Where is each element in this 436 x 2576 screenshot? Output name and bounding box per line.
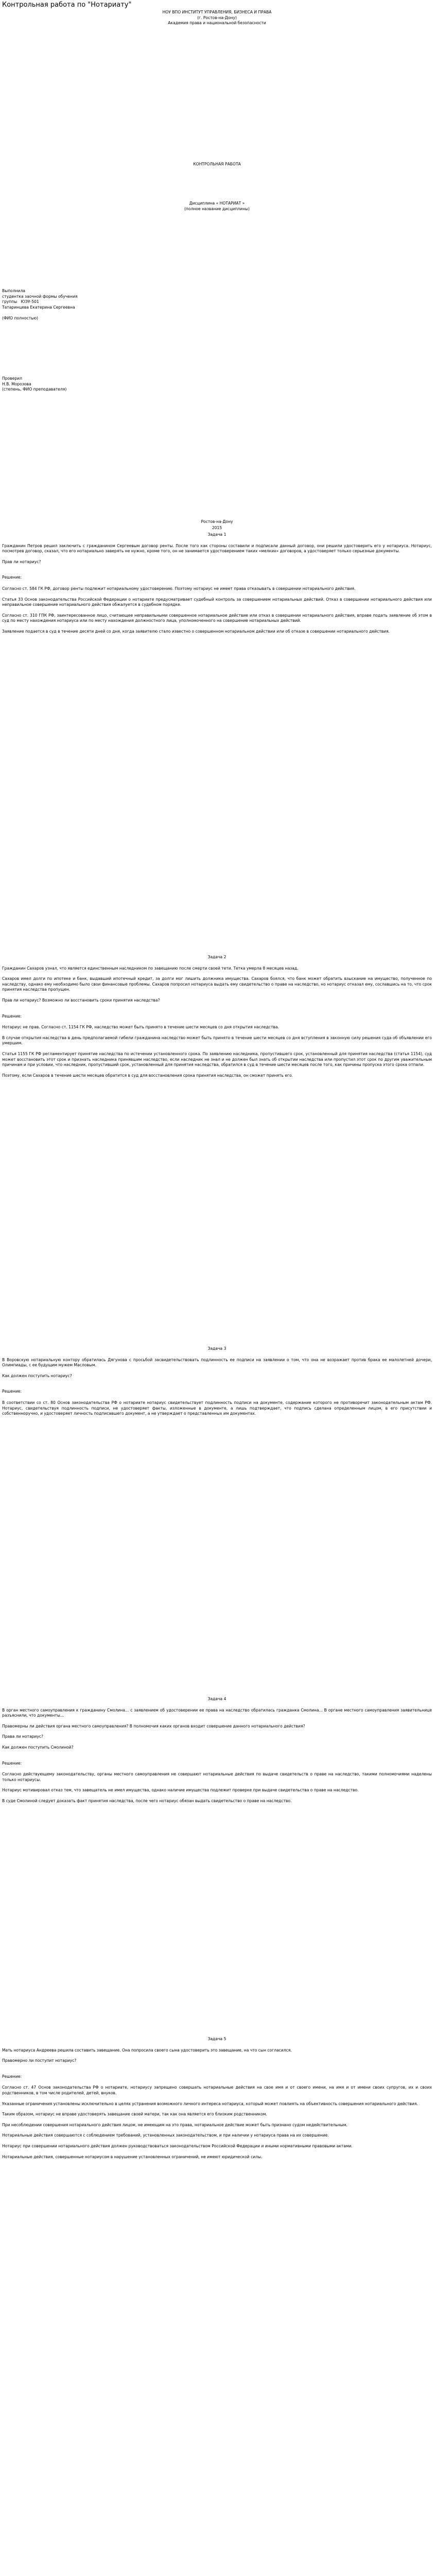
task-solution-paragraph: Нотариальные действия совершаются с соблюдением требований, установленных законодательством, и при наличии у нотариуса права на их совершение. [2,2133,329,2138]
task-solution-paragraph: Согласно ст. 310 ГПК РФ, заинтересованное лицо, считающее неправильными совершенное нотариальное действие или отказ в совершении нотариального действия, вправе подать заявление об этом в суд по месту нахождения нотариуса или по месту нахождения должностного лица, уполномоченного на совершение нотариальных действий. [2,613,433,623]
org-city: (г. Ростов-на-Дону) [197,15,237,20]
task-heading: Задача 4 [207,1697,226,1701]
task-problem-paragraph: Сахаров имел долги по ипотеке и банк, выдавший ипотечный кредит, за долги мог лишить должника имущества. Сахаров боялся, что банк может обратить взыскание на имущество, полученное по наследству, однако ему необходимо было свои финансовые проблемы. Сахаров попросил нотариуса выдать ему свидетельство о праве на наследство, но нотариус отказал ему, сославшись на то, что срок принятия наследства пропущен. [2,976,433,992]
task-solution-paragraph: При несоблюдении совершения нотариального действия лицом, не имеющим на это права, нотариальное действие может быть признано судом недействительным. [2,2122,347,2127]
solution-label: Решение: [2,1013,22,1019]
task-solution-paragraph: Согласно ст. 47 Основ законодательства РФ о нотариате, нотариусу запрещено совершать нотариальные действия на свое имя и от своего имени, на имя и от имени своих супругов, их и своих родственников, в том числе родителей, детей, внуков. [2,2085,433,2095]
task-problem-paragraph: В Воровскую нотариальную контору обратилась Дягунова с просьбой засвидетельствовать подлинность ее подписи на заявлении о том, что она не возражает против брака ее малолетней дочери, Олимпиады, с ее будущим мужем Масловым. [2,1357,433,1368]
task-problem-paragraph: Прав ли нотариус? [2,559,41,564]
solution-label: Решение: [2,2074,22,2079]
task-problem-paragraph: Мать нотариуса Андреева решила составить завещание. Она попросила своего сына удостоверить это завещание, на что сын согласился. [2,2047,292,2053]
cover-discipline: Дисциплина « НОТАРИАТ » [189,201,245,206]
author-line: (ФИО полностью) [2,315,39,320]
task-solution-paragraph: Согласно ст. 584 ГК РФ, договор ренты подлежит нотариальному удостоверению. Поэтому нотариус не имеет права отказывать в совершении нотариального действия. [2,586,356,591]
task-solution-paragraph: Поэтому, если Сахаров в течение шести месяцев обратится в суд для восстановления срока принятия наследства, он сможет принять его. [2,1073,293,1078]
task-2 [2,955,432,1083]
cover-place: Ростов-на-Дону [201,519,233,524]
task-problem-paragraph: Правомерно ли поступит нотариус? [2,2058,77,2063]
task-solution-paragraph: Заявление подается в суд в течение десяти дней со дня, когда заявителю стало известно о совершенном нотариальном действии или об отказе в совершении нотариального действия. [2,629,390,634]
task-solution-paragraph: В суде Смолиной следует доказать факт принятия наследства, после чего нотариус обязан выдать свидетельство о праве на наследство. [2,1798,292,1803]
task-solution-paragraph: Нотариус не прав. Согласно ст. 1154 ГК РФ, наследство может быть принято в течение шести месяцев со дня открытия наследства. [2,1025,279,1030]
task-solution-paragraph: Таким образом, нотариус не вправе удостоверять завещание своей матери, так как она является его близким родственником. [2,2112,267,2117]
task-problem-paragraph: В орган местного самоуправления к гражданину Смолина... с заявлением об удостоверении ее права на наследство обратилась гражданка Смолина... В органе местного самоуправления заявительнице разъяснили, что документы... [2,1707,433,1718]
author-line: Татаринцева Екатерина Сергеевна [2,304,75,310]
author-line [2,310,432,316]
task-solution-paragraph: Статья 33 Основ законодательства Российской Федерации о нотариате предусматривает судебный контроль за совершением нотариальных действий. Отказ в совершении нотариального действия или неправильное совершение нотариального действия обжалуется в судебном порядке. [2,597,433,607]
task-solution-paragraph: В случае открытия наследства в день предполагаемой гибели гражданина наследство может быть принято в течение шести месяцев со дня вступления в законную силу решения суда об объявлении его умершим. [2,1035,433,1046]
task-solution-paragraph: Статья 1155 ГК РФ регламентирует принятие наследства по истечении установленного срока. По заявлению наследника, пропустившего срок, установленный для принятия наследства (статья 1154), суд может восстановить этот срок и признать наследника принявшим наследство, если наследник не знал и не должен был знать об открытии наследства или пропустил этот срок по другим уважительным причинам и при условии, что наследник, пропустивший срок, установленный для принятия наследства, обратился в суд в течение шести месяцев после того, как причины пропуска этого срока отпали. [2,1051,433,1067]
author-line: Выполнила [2,289,26,293]
task-heading: Задача 1 [207,532,226,537]
task-4 [2,1697,432,1809]
academy-name: Академия права и национальной безопасности [168,21,266,26]
task-solution-paragraph: Указанные ограничения установлены исключительно в целях устранения возможного личного интереса нотариуса, который может повлиять на объективность совершения нотариального действия. [2,2101,418,2106]
task-1 [2,532,432,640]
cover-author [2,289,432,321]
cover-work-title: КОНТРОЛЬНАЯ РАБОТА [193,162,241,166]
task-problem-paragraph: Гражданин Сахаров узнал, что является единственным наследником по завещанию после смерти своей тети. Тетка умерла 8 месяцев назад. [2,965,299,971]
task-heading: Задача 5 [207,2037,226,2041]
org-name: НОУ ВПО ИНСТИТУТ УПРАВЛЕНИЯ, БИЗНЕСА И ПРАВА [162,10,272,14]
author-line: студентка заочной формы обучения [2,294,78,299]
task-problem-paragraph: Гражданин Петров решил заключить с гражданином Сергеевым договор ренты. После того как стороны составили и подписали данный договор, они решили удостоверить его у нотариуса. Нотариус, посмотрев договор, сказал, что его нотариально заверять не нужно, кроме того, он не занимается удостоверением таких «мелких» договоров, а удостоверяет только серьезные документы. [2,543,433,554]
task-problem-paragraph: Права ли нотариус? [2,1734,44,1739]
document [2,0,433,2159]
author-line: группы ЮЭУ-501 [2,299,39,304]
task-5 [2,2037,432,2165]
checker-line: Н.В. Морозова [2,381,31,386]
checker-line: (степень, ФИО преподавателя) [2,387,67,392]
document-title: Контрольная работа по "Нотариату" [2,1,132,9]
solution-label: Решение: [2,1760,22,1766]
task-3 [2,1346,432,1422]
cover-discipline-hint: (полное название дисциплины) [184,207,250,211]
task-solution-paragraph: Нотариус мотивировал отказ тем, что завещатель не имел имущества, однако наличие имущества подлежит проверке при выдаче свидетельства о праве на наследство. [2,1788,359,1793]
task-solution-paragraph: Нотариус при совершении нотариального действия должен руководствоваться законодательством Российской Федерации и иными нормативными правовыми актами. [2,2143,353,2148]
task-solution-paragraph: Согласно действующему законодательству, органы местного самоуправления не совершают нотариальные действия по выдаче свидетельств о праве на наследство, такими полномочиями наделены только нотариусы. [2,1772,433,1782]
task-heading: Задача 2 [207,955,226,959]
solution-label: Решение: [2,575,22,580]
checker-line: Проверил [2,376,22,381]
task-problem-paragraph: Правомерны ли действия органа местного самоуправления? В полномочия каких органов входит совершение данного нотариального действия? [2,1723,305,1728]
cover-year: 2015 [212,526,222,530]
task-problem-paragraph: Как должен поступить Смолиной? [2,1744,74,1750]
task-solution-paragraph: В соответствии со ст. 80 Основ законодательства РФ о нотариате нотариус свидетельствует подлинность подписи на документе, содержание которого не противоречит законодательным актам РФ. Нотариус, свидетельствуя подлинность подписи, не удостоверяет факты, изложенные в документе, а лишь подтверждает, что подпись сделана определенным лицом, в его присутствии и собственноручно, и удостоверяет личность подписавшего документ, а не утверждает о представленных им документах. [2,1400,433,1416]
task-solution-paragraph: Нотариальные действия, совершенные нотариусом в нарушение установленных ограничений, не имеют юридической силы. [2,2154,263,2159]
task-problem-paragraph: Как должен поступить нотариус? [2,1373,72,1378]
task-problem-paragraph: Прав ли нотариус? Возможно ли восстановить сроки принятия наследства? [2,997,160,1003]
solution-label: Решение: [2,1389,22,1394]
cover-checker [2,376,432,393]
task-heading: Задача 3 [207,1346,226,1351]
